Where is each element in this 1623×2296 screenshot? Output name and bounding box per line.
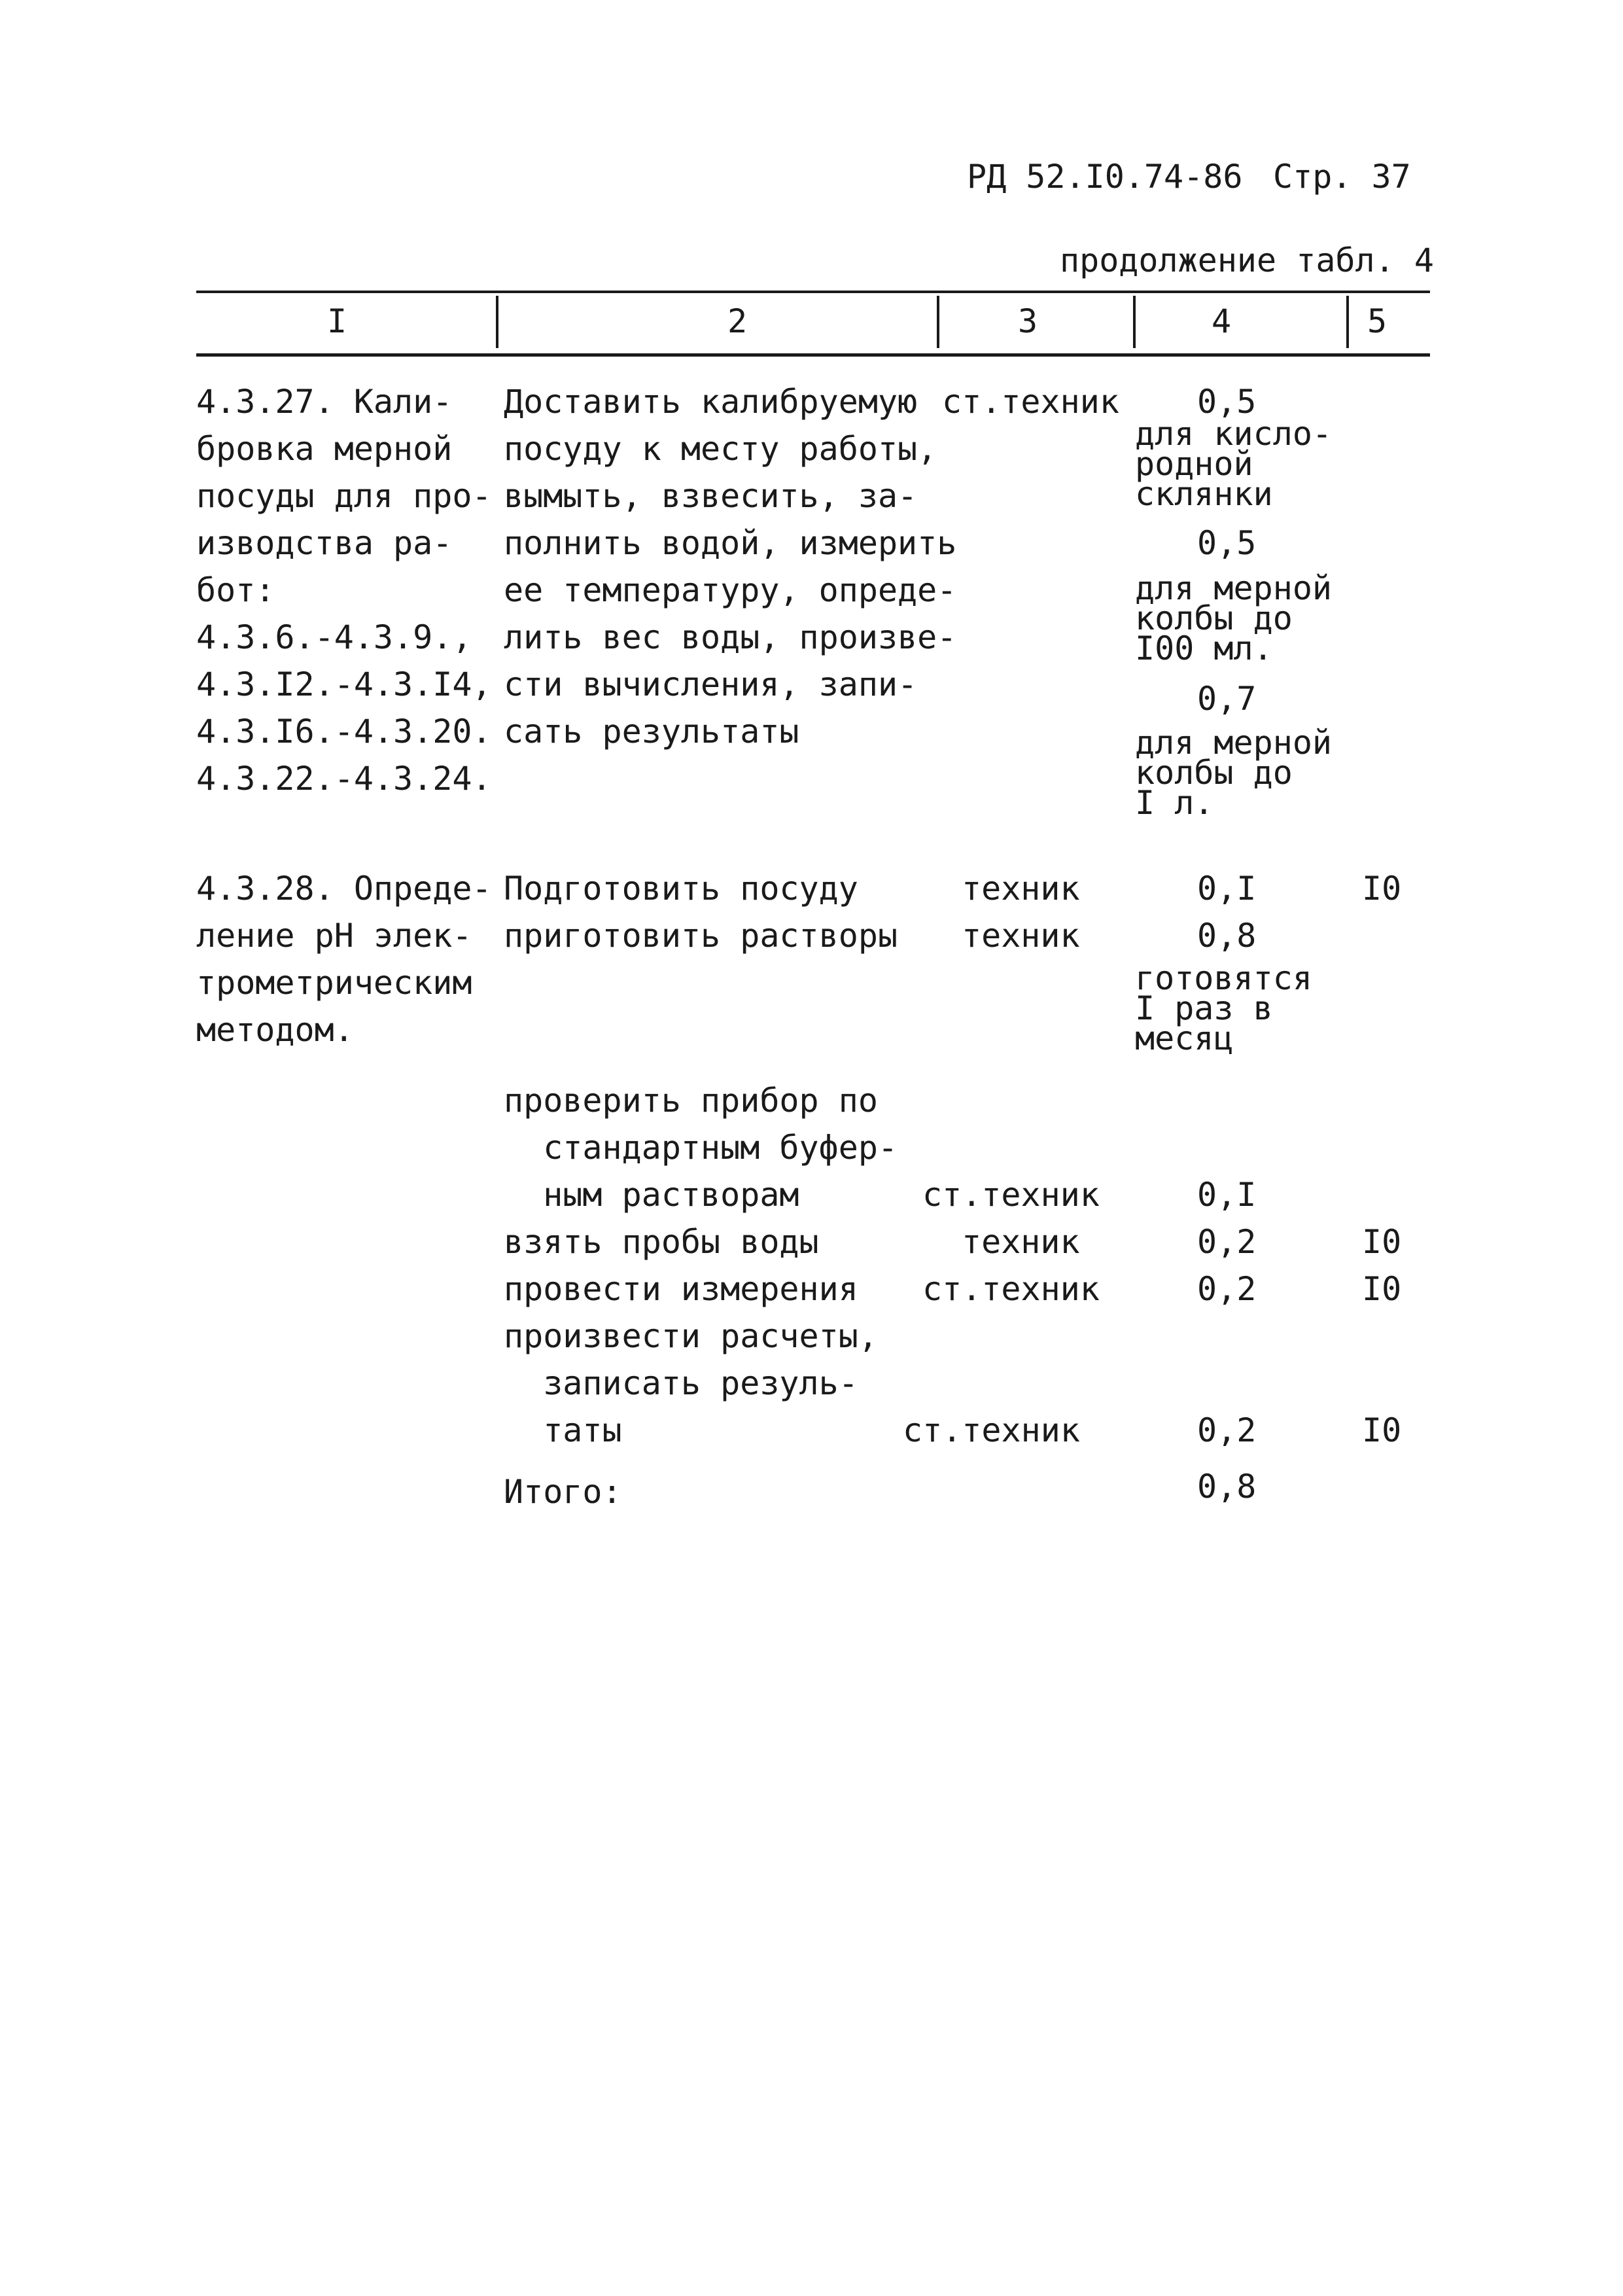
action-line: взять пробы воды <box>504 1223 819 1261</box>
frequency-value: I0 <box>1362 1270 1402 1308</box>
row-title-line: бровка мерной <box>196 430 453 468</box>
action-line: сти вычисления, запи- <box>504 665 918 703</box>
row-title-line: 4.3.6.-4.3.9., <box>196 618 472 656</box>
time-note-line: I л. <box>1135 784 1214 822</box>
action-line: записать резуль- <box>504 1364 858 1402</box>
row-title-line: 4.3.22.-4.3.24. <box>196 760 492 798</box>
time-value: 0,2 <box>1197 1270 1257 1308</box>
performer: техник <box>962 917 1080 955</box>
action-line: вымыть, взвесить, за- <box>504 477 918 515</box>
action-line: провести измерения <box>504 1270 858 1308</box>
column-separator <box>1346 296 1349 348</box>
action-line: посуду к месту работы, <box>504 430 937 468</box>
row-title-line: изводства ра- <box>196 524 453 562</box>
time-note-line: для мерной <box>1135 724 1333 762</box>
table-top-rule <box>196 291 1430 293</box>
performer: ст.техник <box>922 1176 1100 1214</box>
frequency-value: I0 <box>1362 870 1402 908</box>
total-label: Итого: <box>504 1473 622 1511</box>
time-note-line: родной <box>1135 445 1253 483</box>
action-line: приготовить растворы <box>504 917 898 955</box>
column-separator <box>496 296 498 348</box>
action-line: полнить водой, измерить <box>504 524 957 562</box>
performer: ст.техник <box>903 1411 1080 1449</box>
performer: техник <box>962 870 1080 908</box>
row-title-line: трометрическим <box>196 964 472 1002</box>
time-value: 0,2 <box>1197 1223 1257 1261</box>
action-line: стандартным буфер- <box>504 1129 898 1167</box>
action-line: лить вес воды, произве- <box>504 618 957 656</box>
row-title-line: бот: <box>196 571 275 609</box>
performer: техник <box>962 1223 1080 1261</box>
time-value: 0,I <box>1197 1176 1257 1214</box>
action-line: проверить прибор по <box>504 1082 878 1120</box>
performer: ст.техник <box>922 1270 1100 1308</box>
time-note-line: месяц <box>1135 1019 1234 1057</box>
time-note-line: колбы до <box>1135 754 1293 792</box>
table-continuation-label: продолжение табл. 4 <box>1060 241 1434 279</box>
action-line: сать результаты <box>504 713 799 751</box>
column-separator <box>1133 296 1136 348</box>
table-header-rule <box>196 353 1430 357</box>
time-note-line: для кисло- <box>1135 415 1333 453</box>
time-note-line: склянки <box>1135 475 1273 513</box>
time-value: 0,2 <box>1197 1411 1257 1449</box>
action-line: Доставить калибруемую <box>504 383 918 421</box>
row-title-line: 4.3.I6.-4.3.20. <box>196 713 492 751</box>
time-value: 0,5 <box>1197 383 1257 421</box>
row-title-line: 4.3.27. Кали- <box>196 383 453 421</box>
time-value: 0,5 <box>1197 524 1257 562</box>
frequency-value: I0 <box>1362 1223 1402 1261</box>
action-line: ее температуру, опреде- <box>504 571 957 609</box>
column-header-1: I <box>327 302 347 340</box>
total-value: 0,8 <box>1197 1468 1257 1506</box>
row-title-line: методом. <box>196 1011 354 1049</box>
column-separator <box>937 296 939 348</box>
time-value: 0,I <box>1197 870 1257 908</box>
action-line: таты <box>504 1411 622 1449</box>
action-line: Подготовить посуду <box>504 870 858 908</box>
action-line: произвести расчеты, <box>504 1317 878 1355</box>
page-number: Стр. 37 <box>1273 158 1411 196</box>
row-title-line: посуды для про- <box>196 477 492 515</box>
row-title-line: 4.3.28. Опреде- <box>196 870 492 908</box>
time-note-line: для мерной <box>1135 569 1333 607</box>
performer: ст.техник <box>942 383 1119 421</box>
column-header-3: 3 <box>1018 302 1038 340</box>
document-id: РД 52.I0.74-86 <box>967 158 1243 196</box>
column-header-2: 2 <box>727 302 748 340</box>
time-note-line: колбы до <box>1135 599 1293 637</box>
time-note-line: готовятся <box>1135 959 1312 997</box>
column-header-4: 4 <box>1212 302 1232 340</box>
frequency-value: I0 <box>1362 1411 1402 1449</box>
time-note-line: I00 мл. <box>1135 629 1273 667</box>
action-line: ным растворам <box>504 1176 799 1214</box>
column-header-5: 5 <box>1367 302 1387 340</box>
row-title-line: 4.3.I2.-4.3.I4, <box>196 665 492 703</box>
time-value: 0,8 <box>1197 917 1257 955</box>
time-note-line: I раз в <box>1135 989 1273 1027</box>
time-value: 0,7 <box>1197 680 1257 718</box>
row-title-line: ление pH элек- <box>196 917 472 955</box>
